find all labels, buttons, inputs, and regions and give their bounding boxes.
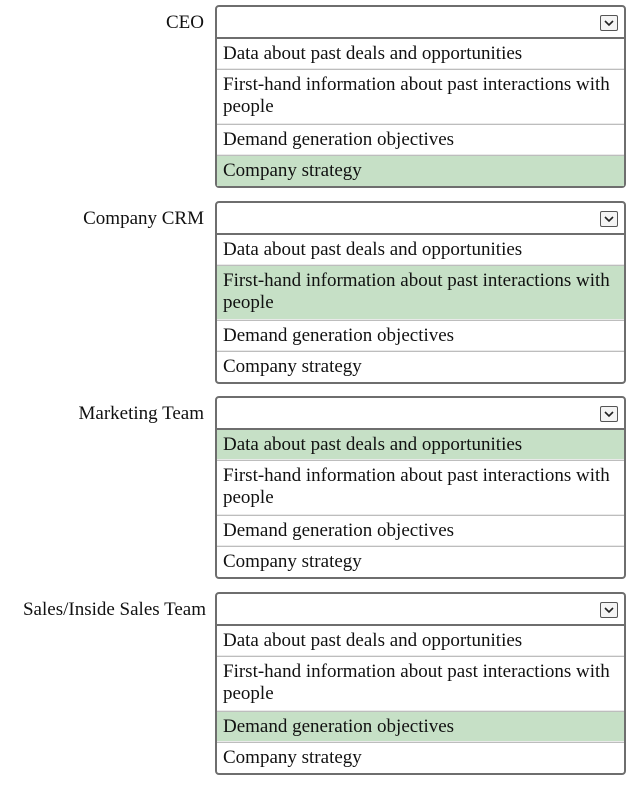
dropdown-option[interactable]: Demand generation objectives	[217, 125, 624, 156]
chevron-down-icon	[604, 19, 614, 27]
dropdown-option[interactable]: Company strategy	[223, 747, 362, 768]
dropdown-option[interactable]: Data about past deals and opportunities	[217, 430, 624, 461]
dropdown-toggle-button[interactable]	[600, 406, 618, 422]
dropdown-option[interactable]: Company strategy	[223, 551, 362, 572]
chevron-down-icon	[604, 215, 614, 223]
chevron-down-icon	[604, 410, 614, 418]
dropdown-option[interactable]: Company strategy	[223, 356, 362, 377]
dropdown-toggle-button[interactable]	[600, 211, 618, 227]
dropdown-option[interactable]: Data about past deals and opportunities	[217, 235, 624, 266]
dropdown-option[interactable]: Data about past deals and opportunities	[217, 39, 624, 70]
dropdown-option[interactable]: Data about past deals and opportunities	[217, 626, 624, 657]
dropdown-option[interactable]: First-hand information about past interactions with people	[217, 70, 624, 125]
dropdown-option[interactable]: First-hand information about past interactions with people	[217, 266, 624, 321]
answer-dropdown[interactable]	[215, 592, 626, 775]
dropdown-select-box[interactable]	[217, 203, 624, 235]
dropdown-toggle-button[interactable]	[600, 602, 618, 618]
dropdown-select-box[interactable]	[217, 594, 624, 626]
dropdown-option[interactable]: Company strategy	[217, 156, 624, 186]
group-label: CEO	[166, 12, 204, 33]
dropdown-option[interactable]: First-hand information about past interactions with people	[217, 657, 624, 712]
dropdown-select-box[interactable]	[217, 7, 624, 39]
group-label: Marketing Team	[78, 403, 204, 424]
answer-dropdown[interactable]	[215, 396, 626, 579]
dropdown-option[interactable]: Demand generation objectives	[217, 321, 624, 352]
group-label: Sales/Inside Sales Team	[22, 599, 206, 620]
dropdown-select-box[interactable]	[217, 398, 624, 430]
dropdown-option[interactable]: Demand generation objectives	[217, 516, 624, 547]
answer-dropdown[interactable]	[215, 5, 626, 188]
dropdown-toggle-button[interactable]	[600, 15, 618, 31]
answer-dropdown[interactable]	[215, 201, 626, 384]
dropdown-option[interactable]: First-hand information about past interactions with people	[217, 461, 624, 516]
dropdown-option[interactable]: Demand generation objectives	[217, 712, 624, 743]
group-label: Company CRM	[83, 208, 204, 229]
chevron-down-icon	[604, 606, 614, 614]
